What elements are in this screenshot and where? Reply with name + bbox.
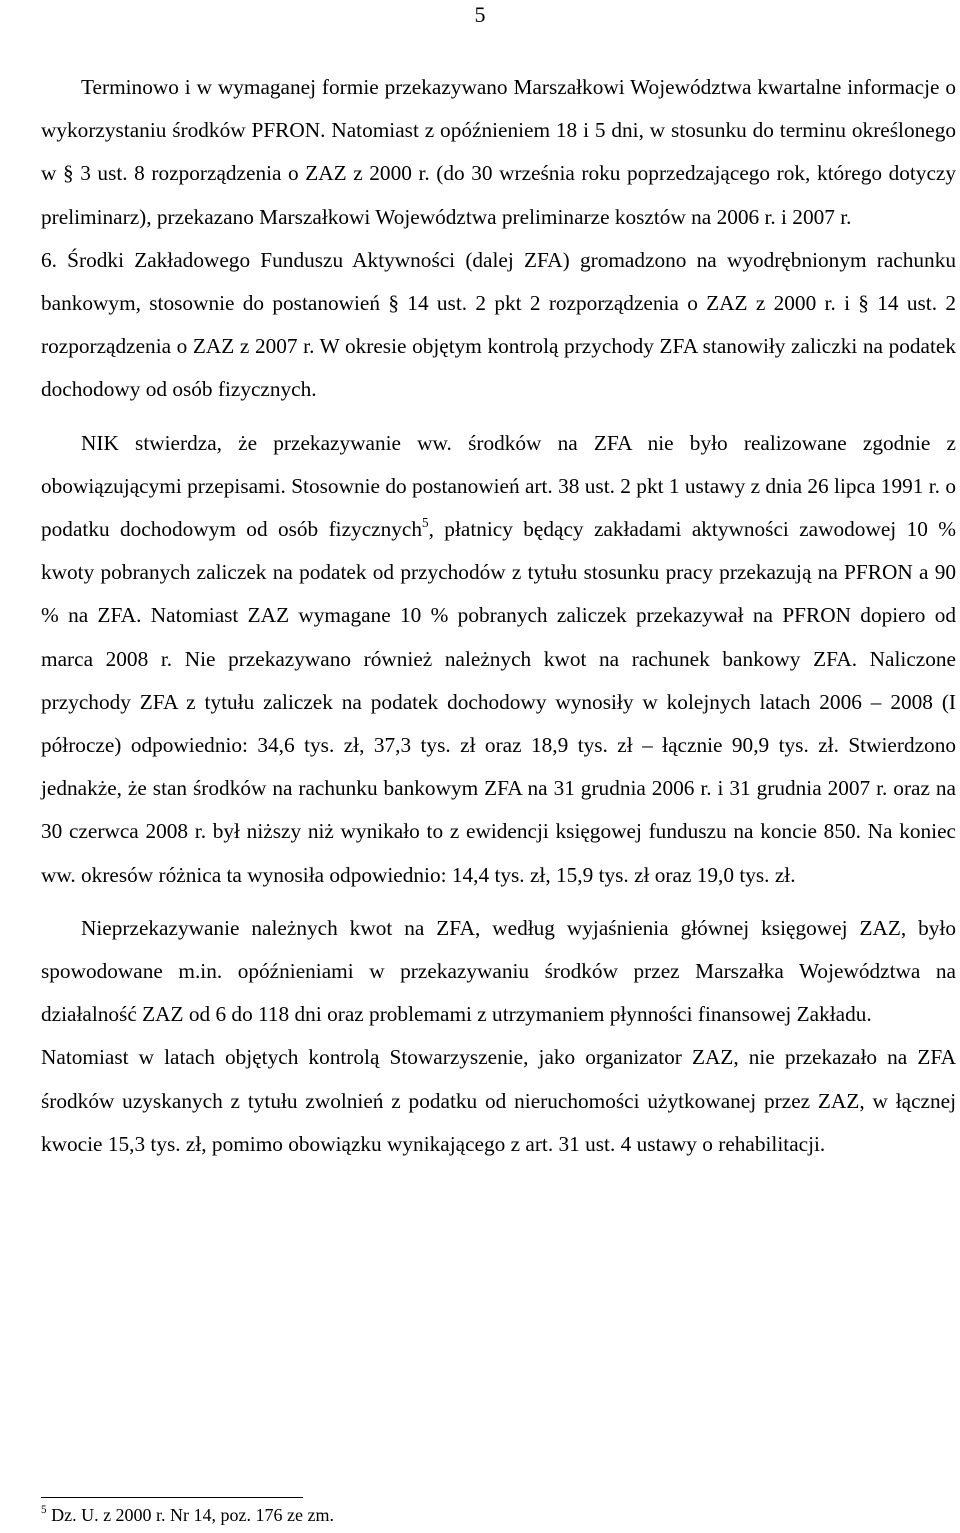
paragraph-nik-findings-text-b: , płatnicy będący zakładami aktywności zawodowej 10 % kwoty pobranych zaliczek na podatek od przychodów z tytułu stosunku pracy przekazują na PFRON a 90 % na ZFA. Natomiast ZAZ wymagane 10 % pobranych zaliczek przekazywał na PFRON dopiero od marca 2008 r. Nie przekazywano również należnych kwot na rachunek bankowy ZFA. Naliczone przychody ZFA z tytułu zaliczek na podatek dochodowy wynosiły w kolejnych latach 2006 – 2008 (I półrocze) odpowiednio: 34,6 tys. zł, 37,3 tys. zł oraz 18,9 tys. zł – łącznie 90,9 tys. zł. Stwierdzono jednakże, że stan środków na rachunku bankowym ZFA na 31 grudnia 2006 r. i 31 grudnia 2007 r. oraz na 30 czerwca 2008 r. był niższy niż wynikało to z ewidencji księgowej funduszu na koncie 850. Na koniec ww. okresów różnica ta wynosiła odpowiednio: 14,4 tys. zł, 15,9 tys. zł oraz 19,0 tys. zł.	[41, 517, 956, 887]
page-number: 5	[474, 2, 486, 27]
paragraph-nik-findings-text-a: NIK stwierdza, że przekazywanie ww. środków na ZFA nie było realizowane zgodnie z obowiązującymi przepisami. Stosownie do postanowień art. 38 ust. 2 pkt 1 ustawy z dnia 26 lipca 1991 r. o podatku dochodowym od osób fizycznych	[41, 430, 956, 542]
footnote-divider	[41, 1497, 303, 1498]
footnote-marker: 5	[41, 1504, 47, 1517]
paragraph-zfa-funds: 6. Środki Zakładowego Funduszu Aktywności (dalej ZFA) gromadzono na wyodrębnionym rachunku bankowym, stosownie do postanowień § 14 ust. 2 pkt 2 rozporządzenia o ZAZ z 2000 r. i § 14 ust. 2 rozporządzenia o ZAZ z 2007 r. W okresie objętym kontrolą przychody ZFA stanowiły zaliczki na podatek dochodowy od osób fizycznych.	[41, 247, 956, 402]
footnote-text: Dz. U. z 2000 r. Nr 14, poz. 176 ze zm.	[46, 1505, 335, 1525]
paragraph-association: Natomiast w latach objętych kontrolą Stowarzyszenie, jako organizator ZAZ, nie przekazało na ZFA środków uzyskanych z tytułu zwolnień z podatku od nieruchomości użytkowanej przez ZAZ, w łącznej kwocie 15,3 tys. zł, pomimo obowiązku wynikającego z art. 31 ust. 4 ustawy o rehabilitacji.	[41, 1045, 956, 1156]
paragraph-nik-findings	[41, 422, 956, 897]
document-body	[41, 66, 956, 1166]
paragraph-marshal-reporting: Terminowo i w wymaganej formie przekazywano Marszałkowi Województwa kwartalne informacje o wykorzystaniu środków PFRON. Natomiast z opóźnieniem 18 i 5 dni, w stosunku do terminu określonego w § 3 ust. 8 rozporządzenia o ZAZ z 2000 r. (do 30 września roku poprzedzającego rok, którego dotyczy preliminarz), przekazano Marszałkowi Województwa preliminarze kosztów na 2006 r. i 2007 r.	[41, 75, 956, 229]
footnote-reference: 5	[422, 514, 429, 530]
footnote	[41, 1503, 941, 1527]
paragraph-explanation: Nieprzekazywanie należnych kwot na ZFA, według wyjaśnienia głównej księgowej ZAZ, było spowodowane m.in. opóźnieniami w przekazywaniu środków przez Marszałka Województwa na działalność ZAZ od 6 do 118 dni oraz problemami z utrzymaniem płynności finansowej Zakładu.	[41, 915, 956, 1027]
